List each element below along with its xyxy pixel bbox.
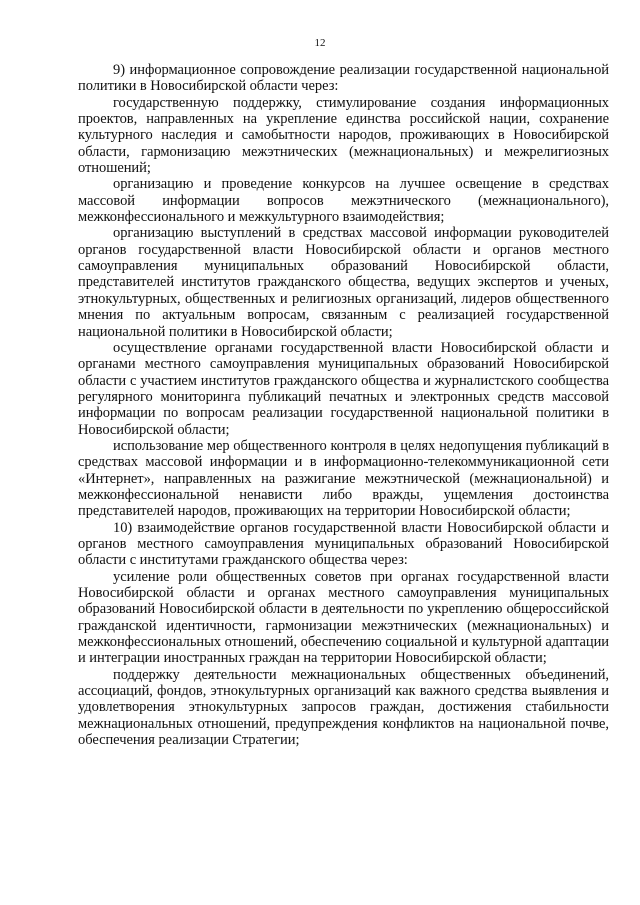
paragraph-monitoring: осуществление органами государственной власти Новосибирской области и органами местного самоуправления муниципальных образований Новосибирской области с участием институтов гражданского общества и журналистского сообщества регулярного мониторинга публикаций печатных и электронных средств массовой информации по вопросам реализации государственной национальной политики в Новосибирской области;: [78, 339, 609, 438]
paragraph-state-support: государственную поддержку, стимулирование создания информационных проектов, направленных на укрепление единства российской нации, сохранение культурного наследия и самобытности народов, проживающих в Новосибирской области, гармонизацию межэтнических (межнациональных) и межрелигиозных отношений;: [78, 94, 609, 177]
paragraph-media-appearances: организацию выступлений в средствах массовой информации руководителей органов государственной власти Новосибирской области и органов местного самоуправления муниципальных образований Новосибирской области, представителей институтов гражданского общества, ведущих экспертов и ученых, этнокультурных, общественных и религиозных организаций, лидеров общественного мнения по актуальным вопросам, связанным с реализацией государственной национальной политики в Новосибирской области;: [78, 225, 609, 340]
document-body: [78, 62, 609, 748]
paragraph-contests: организацию и проведение конкурсов на лучшее освещение в средствах массовой информации вопросов межэтнического (межнационального), межконфессионального и межкультурного взаимодействия;: [78, 176, 609, 226]
paragraph-public-control: использование мер общественного контроля в целях недопущения публикаций в средствах массовой информации и в информационно-телекоммуникационной сети «Интернет», направленных на разжигание межэтнической (межнациональной) и межконфессиональной ненависти либо вражды, ущемления достоинства представителей народов, проживающих на территории Новосибирской области;: [78, 437, 609, 520]
paragraph-item-9: 9) информационное сопровождение реализации государственной национальной политики в Новосибирской области через:: [78, 62, 609, 95]
paragraph-associations-support: поддержку деятельности межнациональных общественных объединений, ассоциаций, фондов, этнокультурных организаций как важного средства выявления и удовлетворения этнокультурных запросов граждан, достижения стабильности межнациональных отношений, предупреждения конфликтов на национальной почве, обеспечения реализации Стратегии;: [78, 666, 609, 749]
page-number: 12: [314, 37, 326, 49]
paragraph-item-10: 10) взаимодействие органов государственной власти Новосибирской области и органов местного самоуправления муниципальных образований Новосибирской области с институтами гражданского общества через:: [78, 519, 609, 569]
paragraph-public-councils: усиление роли общественных советов при органах государственной власти Новосибирской области и органах местного самоуправления муниципальных образований Новосибирской области в деятельности по укреплению общероссийской гражданской идентичности, гармонизации межэтнических (межнациональных) и межконфессиональных отношений, обеспечению социальной и культурной адаптации и интеграции иностранных граждан на территории Новосибирской области;: [78, 568, 609, 667]
